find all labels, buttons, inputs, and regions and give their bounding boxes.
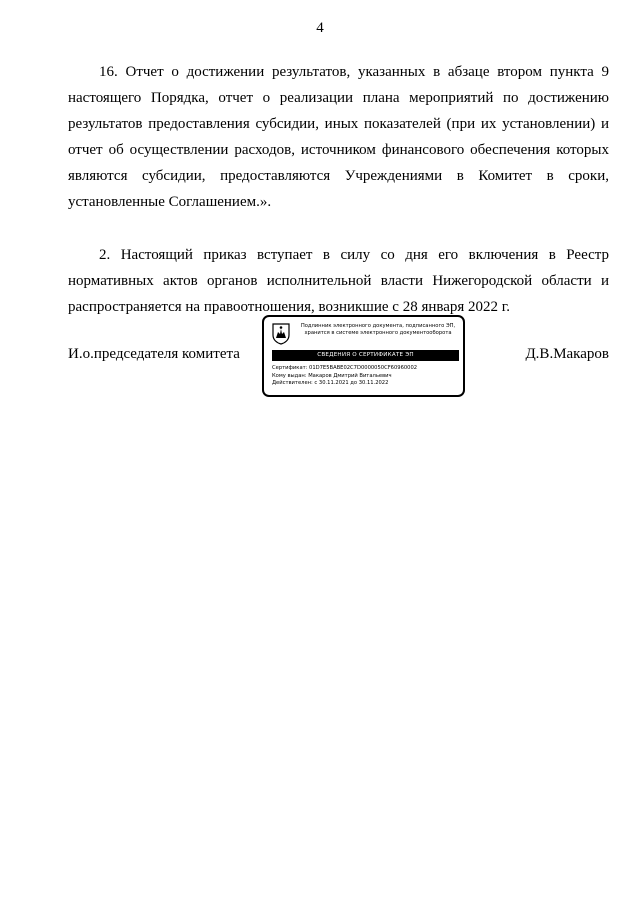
signer-title: И.о.председателя комитета bbox=[68, 346, 240, 362]
electronic-signature-stamp bbox=[262, 315, 465, 397]
page-number: 4 bbox=[316, 20, 324, 36]
signature-block bbox=[0, 310, 640, 410]
signer-name: Д.В.Макаров bbox=[525, 346, 609, 362]
paragraph-2: 2. Настоящий приказ вступает в силу со дня его включения в Реестр нормативных актов органов исполнительной власти Нижегородской области и распространяется на правоотношения, возникшие с 28 января 2022 г. bbox=[68, 247, 609, 315]
certificate-details bbox=[272, 365, 459, 388]
paragraph-16: 16. Отчет о достижении результатов, указанных в абзаце втором пункта 9 настоящего Порядка, отчет о реализации плана мероприятий по достижению результатов предоставления субсидии, иных показателей (при их установлении) и отчет об осуществлении расходов, источником финансового обеспечения которых являются субсидии, предоставляются Учреждениями в Комитет в сроки, установленные Соглашением.». bbox=[68, 64, 609, 210]
stamp-note: Подлинник электронного документа, подписанного ЭП, хранится в системе электронного документооборота bbox=[300, 323, 456, 336]
coat-of-arms-icon bbox=[272, 323, 290, 345]
certificate-owner: Кому выдан: Макаров Дмитрий Витальевич bbox=[272, 372, 392, 379]
certificate-number: Сертификат: 01D7E5BABE02C7D0000050CF60960002 bbox=[272, 365, 418, 371]
stamp-header: СВЕДЕНИЯ О СЕРТИФИКАТЕ ЭП bbox=[272, 350, 459, 361]
certificate-validity: Действителен: с 30.11.2021 до 30.11.2022 bbox=[272, 380, 389, 386]
